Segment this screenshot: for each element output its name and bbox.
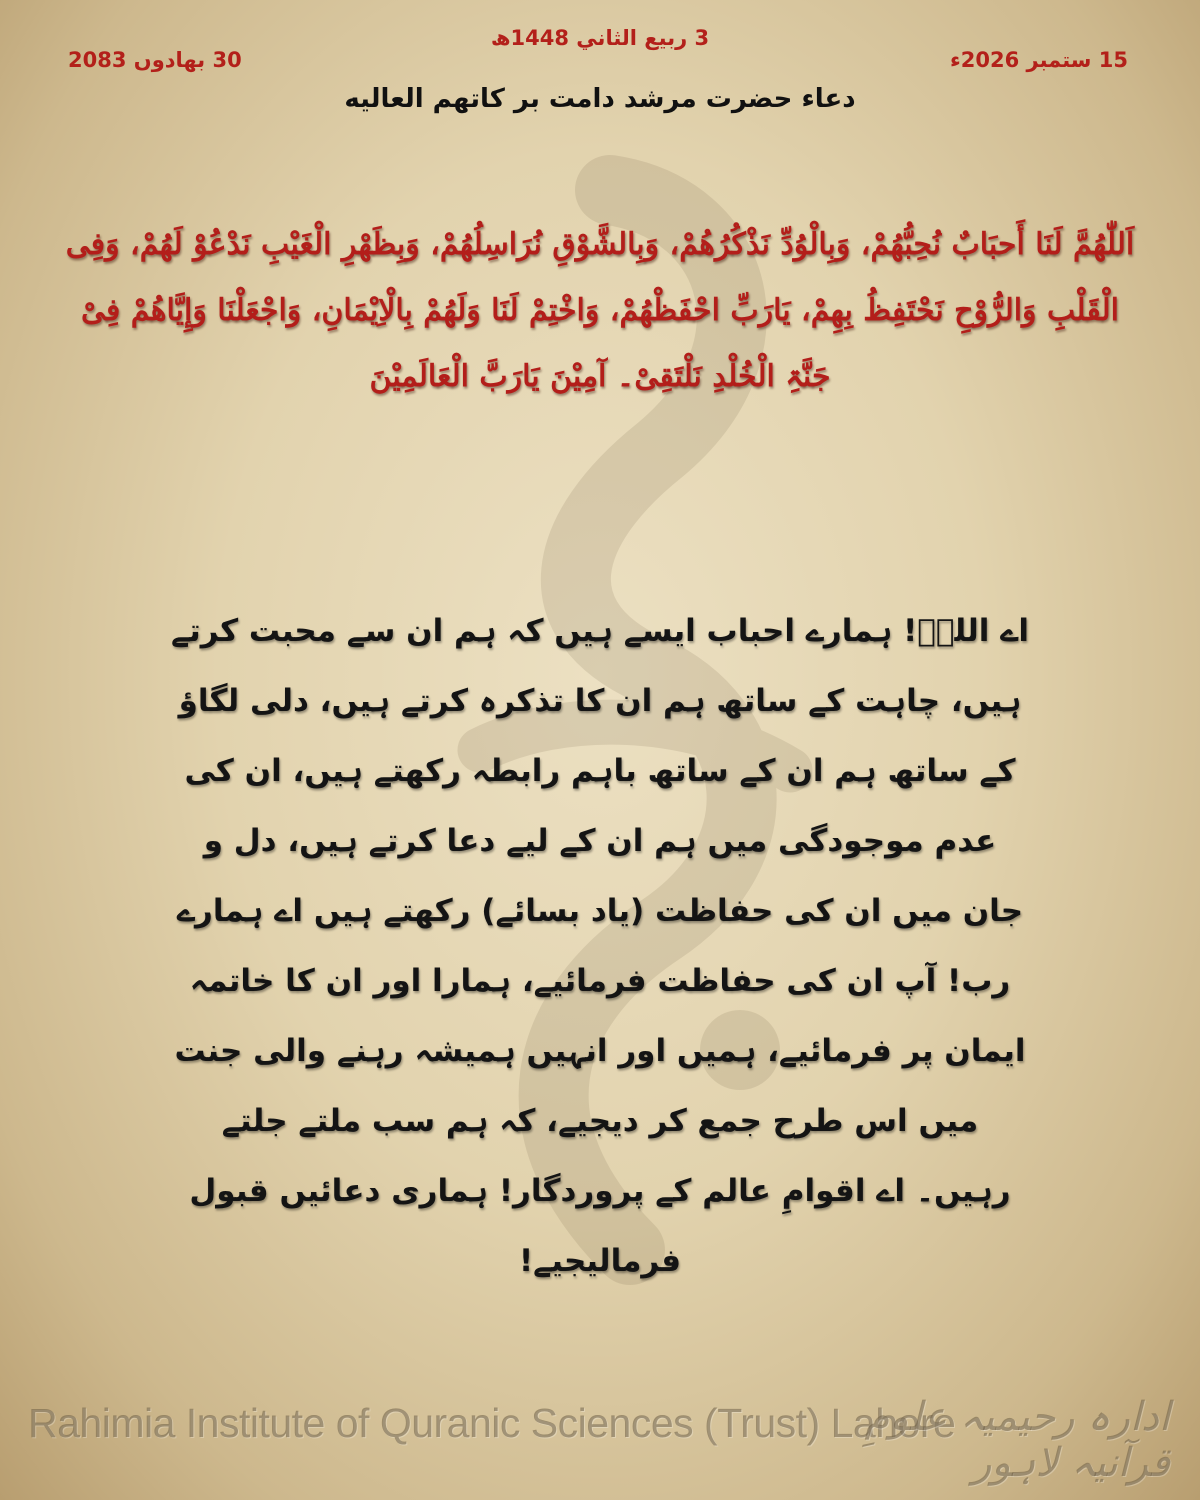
bikrami-date: 30 بھادوں 2083 <box>68 48 242 72</box>
footer-institute-english: Rahimia Institute of Quranic Sciences (Trust) Lahore <box>28 1400 956 1446</box>
arabic-dua-text: اَللّٰھُمَّ لَنَا أَحبَابٌ نُحِبُّھُمْ، وَبِالْوُدِّ نَذْکُرُھُمْ، وَبِالشَّوْقِ نُرَاسِلُھُمْ، وَبِظَھْرِ الْغَیْبِ نَدْعُوْ لَھُمْ، وَفِی الْقَلْبِ وَالرُّوْحِ نَحْتَفِظُ بِھِمْ، یَارَبِّ احْفَظْھُمْ، وَاخْتِمْ لَنَا وَلَھُمْ بِالْاِیْمَانِ، وَاجْعَلْنَا وَإِیَّاھُمْ فِیْ جَنَّۃِ الْخُلْدِ نَلْتَقِیْ۔ آمِیْنَ یَارَبَّ الْعَالَمِیْنَ <box>65 227 1135 394</box>
gregorian-date: 15 ستمبر 2026ء <box>950 48 1128 72</box>
hijri-date: 3 ربیع الثاني 1448ھ <box>490 26 710 50</box>
urdu-translation-text: اے اللہؐ! ہمارے احباب ایسے ہیں کہ ہم ان سے محبت کرتے ہیں، چاہت کے ساتھ ہم ان کا تذکرہ کرتے ہیں، دلی لگاؤ کے ساتھ ہم ان کے ساتھ باہم رابطہ رکھتے ہیں، ان کی عدم موجودگی میں ہم ان کے لیے دعا کرتے ہیں، دل و جان میں ان کی حفاظت (یاد بسائے) رکھتے ہیں اے ہمارے رب! آپ ان کی حفاظت فرمائیے، ہمارا اور ان کا خاتمہ ایمان پر فرمائیے، ہمیں اور انہیں ہمیشہ رہنے والی جنت میں اس طرح جمع کر دیجیے، کہ ہم سب ملتے جلتے رہیں۔ اے اقوامِ عالم کے پروردگار! ہماری دعائیں قبول فرمالیجیے! <box>171 613 1029 1279</box>
page-title: دعاء حضرت مرشد دامت بر کاتهم العالیه <box>344 84 856 114</box>
footer-institute-urdu: ادارہ رحیمیہ علومِ قرآنیہ لاہور <box>864 1394 1170 1486</box>
